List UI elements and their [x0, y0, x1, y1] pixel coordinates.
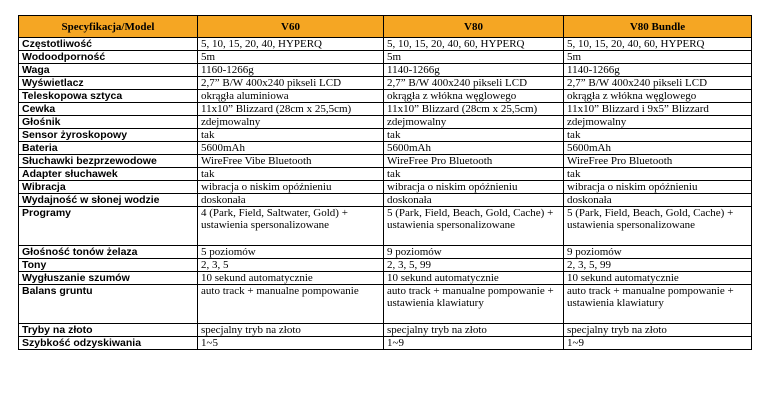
cell-v80-bundle: tak [564, 129, 752, 142]
row-label: Słuchawki bezprzewodowe [19, 155, 198, 168]
table-row [19, 38, 752, 51]
cell-v80: okrągła z włókna węglowego [384, 90, 564, 103]
header-v80-bundle: V80 Bundle [564, 16, 752, 38]
cell-v80-bundle: 5m [564, 51, 752, 64]
table-row [19, 90, 752, 103]
table-row [19, 207, 752, 246]
cell-v60: specjalny tryb na złoto [198, 324, 384, 337]
cell-v80-bundle: specjalny tryb na złoto [564, 324, 752, 337]
row-label: Wyświetlacz [19, 77, 198, 90]
cell-v60: 5600mAh [198, 142, 384, 155]
cell-v60: auto track + manualne pompowanie [198, 285, 384, 324]
cell-v60: 5m [198, 51, 384, 64]
row-label: Wydajność w słonej wodzie [19, 194, 198, 207]
cell-v80: zdejmowalny [384, 116, 564, 129]
cell-v80: 5, 10, 15, 20, 40, 60, HYPERQ [384, 38, 564, 51]
row-label: Wodoodporność [19, 51, 198, 64]
cell-v80-bundle: 10 sekund automatycznie [564, 272, 752, 285]
row-label: Wibracja [19, 181, 198, 194]
row-label: Waga [19, 64, 198, 77]
table-row [19, 337, 752, 350]
row-label: Balans gruntu [19, 285, 198, 324]
row-label: Wygłuszanie szumów [19, 272, 198, 285]
table-row [19, 194, 752, 207]
table-row [19, 181, 752, 194]
cell-v80-bundle: 1140-1266g [564, 64, 752, 77]
cell-v60: 1~5 [198, 337, 384, 350]
cell-v80: 1~9 [384, 337, 564, 350]
row-label: Sensor żyroskopowy [19, 129, 198, 142]
table-row [19, 64, 752, 77]
cell-v60: 11x10” Blizzard (28cm x 25,5cm) [198, 103, 384, 116]
table-row [19, 77, 752, 90]
header-spec-model: Specyfikacja/Model [19, 16, 198, 38]
table-row [19, 285, 752, 324]
cell-v60: tak [198, 168, 384, 181]
cell-v80-bundle: 1~9 [564, 337, 752, 350]
header-v80: V80 [384, 16, 564, 38]
cell-v80-bundle: 9 poziomów [564, 246, 752, 259]
cell-v60: 5 poziomów [198, 246, 384, 259]
table-row [19, 116, 752, 129]
cell-v80-bundle: wibracja o niskim opóźnieniu [564, 181, 752, 194]
header-row [19, 16, 752, 38]
cell-v80-bundle: okrągła z włókna węglowego [564, 90, 752, 103]
cell-v80: WireFree Pro Bluetooth [384, 155, 564, 168]
cell-v60: 5, 10, 15, 20, 40, HYPERQ [198, 38, 384, 51]
cell-v60: WireFree Vibe Bluetooth [198, 155, 384, 168]
cell-v80-bundle: WireFree Pro Bluetooth [564, 155, 752, 168]
cell-v60: wibracja o niskim opóźnieniu [198, 181, 384, 194]
cell-v80-bundle: 2,7” B/W 400x240 pikseli LCD [564, 77, 752, 90]
table-row [19, 51, 752, 64]
row-label: Szybkość odzyskiwania [19, 337, 198, 350]
cell-v80: 2,7” B/W 400x240 pikseli LCD [384, 77, 564, 90]
cell-v80-bundle: 5 (Park, Field, Beach, Gold, Cache) + ustawienia spersonalizowane [564, 207, 752, 246]
cell-v80-bundle: doskonała [564, 194, 752, 207]
row-label: Cewka [19, 103, 198, 116]
cell-v60: 10 sekund automatycznie [198, 272, 384, 285]
row-label: Głośnik [19, 116, 198, 129]
cell-v80: specjalny tryb na złoto [384, 324, 564, 337]
cell-v80: 1140-1266g [384, 64, 564, 77]
row-label: Tryby na złoto [19, 324, 198, 337]
cell-v80-bundle: auto track + manualne pompowanie + ustawienia klawiatury [564, 285, 752, 324]
table-row [19, 142, 752, 155]
cell-v80-bundle: 5600mAh [564, 142, 752, 155]
cell-v80: 10 sekund automatycznie [384, 272, 564, 285]
cell-v80-bundle: 2, 3, 5, 99 [564, 259, 752, 272]
cell-v80: tak [384, 129, 564, 142]
cell-v80: 11x10” Blizzard (28cm x 25,5cm) [384, 103, 564, 116]
cell-v80: 9 poziomów [384, 246, 564, 259]
row-label: Tony [19, 259, 198, 272]
cell-v80: 2, 3, 5, 99 [384, 259, 564, 272]
cell-v80-bundle: zdejmowalny [564, 116, 752, 129]
cell-v80: 5m [384, 51, 564, 64]
cell-v80: tak [384, 168, 564, 181]
table-row [19, 272, 752, 285]
row-label: Programy [19, 207, 198, 246]
row-label: Teleskopowa sztyca [19, 90, 198, 103]
cell-v60: 1160-1266g [198, 64, 384, 77]
cell-v80-bundle: 11x10” Blizzard i 9x5” Blizzard [564, 103, 752, 116]
row-label: Częstotliwość [19, 38, 198, 51]
cell-v60: 2, 3, 5 [198, 259, 384, 272]
table-row [19, 155, 752, 168]
cell-v80: wibracja o niskim opóźnieniu [384, 181, 564, 194]
table-row [19, 103, 752, 116]
table-row [19, 324, 752, 337]
table-row [19, 168, 752, 181]
specification-table [18, 15, 752, 350]
table-row [19, 129, 752, 142]
cell-v80: auto track + manualne pompowanie + ustawienia klawiatury [384, 285, 564, 324]
cell-v60: okrągła aluminiowa [198, 90, 384, 103]
row-label: Bateria [19, 142, 198, 155]
cell-v60: 2,7” B/W 400x240 pikseli LCD [198, 77, 384, 90]
cell-v80: 5 (Park, Field, Beach, Gold, Cache) + ustawienia spersonalizowane [384, 207, 564, 246]
cell-v80-bundle: tak [564, 168, 752, 181]
cell-v80: doskonała [384, 194, 564, 207]
cell-v60: 4 (Park, Field, Saltwater, Gold) + ustawienia spersonalizowane [198, 207, 384, 246]
row-label: Głośność tonów żelaza [19, 246, 198, 259]
cell-v60: tak [198, 129, 384, 142]
row-label: Adapter słuchawek [19, 168, 198, 181]
table-row [19, 246, 752, 259]
cell-v60: doskonała [198, 194, 384, 207]
cell-v80: 5600mAh [384, 142, 564, 155]
cell-v60: zdejmowalny [198, 116, 384, 129]
header-v60: V60 [198, 16, 384, 38]
table-row [19, 259, 752, 272]
cell-v80-bundle: 5, 10, 15, 20, 40, 60, HYPERQ [564, 38, 752, 51]
